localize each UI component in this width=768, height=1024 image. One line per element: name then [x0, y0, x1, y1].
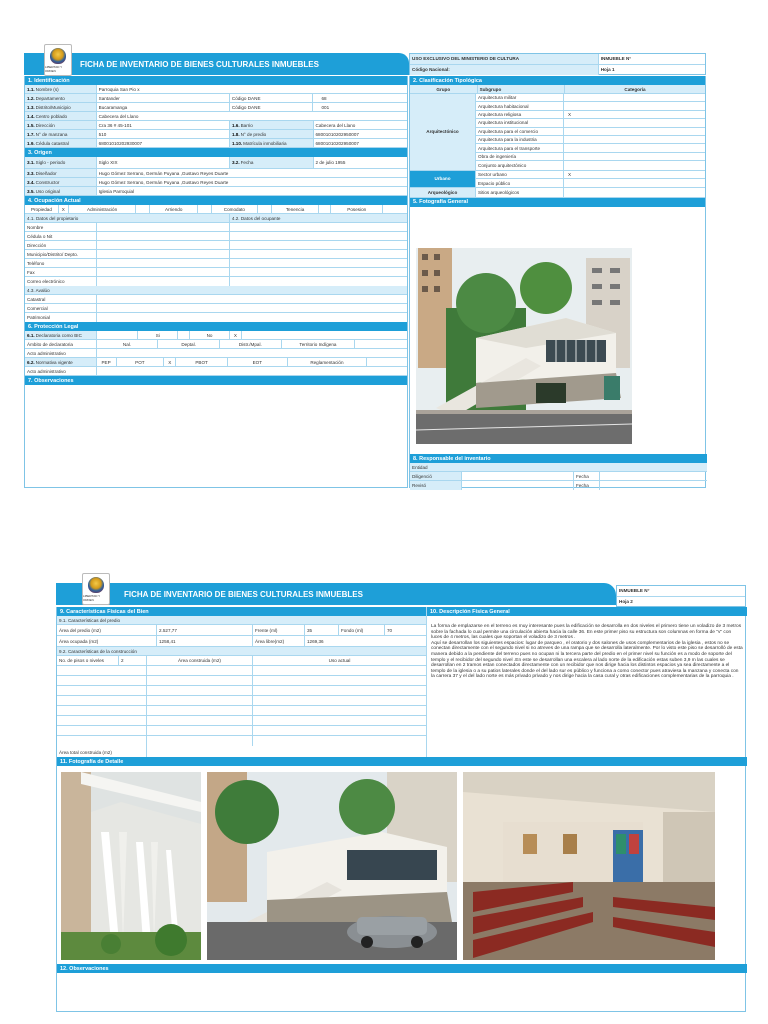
- pisos-cell: [57, 736, 147, 746]
- sheet2-form: 9. Características Físicas del Bien 9.1. Características del predio Área del predio (m2) 2.527,77 Frente (ml) 35 Fondo (ml) 70 Área ocupada (m2) 1258,41 Área libre(m2) 1269,36 9.2. Características de la construcción No. de pisos o niveles 2 Área construida (m2) Uso actual Área total construida (m2) 10. Descripción Física General La forma de emplazarse en el terreno es muy interesante pues la edificación se desarrolla en dos niveles el primero tiene un voladizo de 3 metros sobre la fachada lo cual permite una circulación abierta hacia la calle 36. En este primer piso su estructura son columnas en forma de "v" con luces de 4 metros, las cuales que soportan el voladizo de 3 metros . Aquí se desarrollan los siguientes espacios: lugar de parqueo , el oratorio y dos salones de usos complementarios de la iglesia , estos no se conectan directamente con el segundo nivel si no atreves de una rampa que se desarrolla lateralmente. Por lo visto este piso se desarrolló de esta manera debido a la pendiente del terreno pues no ocupan ni la tercera parte del predio en el primer nivel su función es a modo de soporte del templo y el recibidor del segundo nivel .En este se desarrollan una escalera al lado norte de la edificación estas suben 3,9 m las cuales se desarrollan en 2 tramos estan conectados directamente con un recibidor que nos dirige hacia los distintos espacios ya sea directamente a el templo de la iglesia o a su patios laterales donde el del lado sur es público y funciona a como conector pues atraviesa la manzana y conecta con la carrera 37 y el del lado norte es más privado privado y nos dirige hacia la casa cural y otras edificaciones complementarias de la parroquia . 11. Fotografía de Detalle 12. Observaciones: [56, 607, 746, 1012]
- normativa-row: [25, 358, 407, 367]
- ocupante-field-value: [230, 241, 407, 249]
- cedula-value: 68001010202930007: [97, 139, 230, 147]
- direccion-value: Cra 36 # 45-101: [97, 121, 230, 129]
- categoria-value: [564, 144, 705, 151]
- propietario-field-label: Dirección: [25, 241, 97, 249]
- area-construida-cell: [147, 676, 253, 685]
- ambito-row: [25, 340, 407, 349]
- sheet2-number: Hoja 2: [619, 599, 633, 605]
- national-code-label: Código Nacional:: [410, 65, 599, 76]
- pisos-cell: [57, 676, 147, 685]
- ocupante-field-value: [230, 232, 407, 240]
- subgrupo-item: Conjunto arquitectónico: [476, 161, 564, 169]
- sheet-1: [24, 40, 706, 490]
- sheet2-number-box: INMUEBLE N° Hoja 2: [616, 585, 746, 607]
- pisos-cell: [57, 716, 147, 725]
- grupo-arqueologico: Arqueológico: [410, 188, 476, 196]
- categoria-value: [564, 102, 705, 109]
- avaluo-field-value: [97, 313, 407, 322]
- general-photo: [416, 248, 632, 444]
- distrito-value: Bucaramanga: [97, 103, 230, 111]
- propietario-field-label: Cédula o Nit: [25, 232, 97, 240]
- avaluo-label: 4.3. Avalúo: [25, 286, 407, 294]
- uso-actual-cell: [253, 666, 426, 675]
- departamento-value: Santander: [97, 94, 230, 102]
- propietario-field-value: [97, 223, 230, 231]
- section-proteccion: 6. Protección Legal: [25, 322, 407, 331]
- ocupacion-checkbox: [136, 205, 150, 213]
- coat-of-arms-icon: LIBERTAD Y ORDEN: [82, 573, 110, 605]
- centro-poblado-value: Cabecera del Llano: [98, 113, 139, 119]
- sheet-2: [56, 570, 746, 1012]
- normativa-empty: [367, 358, 407, 366]
- detail-photo-columns: [61, 772, 201, 960]
- normativa-option: EOT: [228, 358, 288, 366]
- normativa-option: Reglamentación: [288, 358, 368, 366]
- area-construida-cell: [147, 696, 253, 705]
- categoria-value: [564, 161, 705, 169]
- subgrupo-item: Espacio público: [476, 179, 564, 187]
- section-observaciones: 7. Observaciones: [25, 376, 407, 385]
- predio-value: 68001010202950007: [315, 131, 359, 137]
- area-construida-cell: [147, 726, 253, 735]
- propietario-field-value: [97, 232, 230, 240]
- ocupante-label: 4.2. Datos del ocupante: [230, 214, 407, 222]
- area-construida-cell: [147, 736, 253, 746]
- uso-actual-cell: [253, 716, 426, 725]
- ambito-empty: [355, 340, 407, 348]
- subgrupo-item: Sector urbano: [476, 171, 564, 178]
- ocupacion-checkbox: [383, 205, 407, 213]
- propietario-label: 4.1. Datos del propietario: [25, 214, 230, 222]
- ambito-option: Deptal.: [158, 340, 220, 348]
- section-origen: 3. Origen: [25, 148, 407, 157]
- uso-actual-cell: [253, 676, 426, 685]
- siglo-value: Siglo XIX: [97, 157, 230, 168]
- area-ocupada-value: 1258,41: [157, 636, 253, 646]
- propietario-field-label: Correo electrónico: [25, 277, 97, 286]
- subgrupo-item: Arquitectura para la industria: [476, 136, 564, 143]
- section-ocupacion: 4. Ocupación Actual: [25, 196, 407, 205]
- ambito-option: Distr./Mpal.: [220, 340, 282, 348]
- normativa-option: PBOT: [176, 358, 228, 366]
- normativa-option: PEP: [97, 358, 117, 366]
- sheet1-title: FICHA DE INVENTARIO DE BIENES CULTURALES INMUEBLES: [80, 59, 319, 69]
- propietario-field-label: Municipio/Distrito/ Depto.: [25, 250, 97, 258]
- pisos-cell: [57, 666, 147, 675]
- subgrupo-item: Arquitectura religiosa: [476, 111, 564, 118]
- barrio-value: Cabecera del Llano: [315, 122, 356, 128]
- ocupacion-type: Posesion: [331, 205, 383, 213]
- coat-of-arms-icon: LIBERTAD Y ORDEN: [44, 44, 72, 76]
- subgrupo-item: Obra de ingeniería: [476, 153, 564, 160]
- subgrupo-item: Arquitectura para el comercio: [476, 128, 564, 135]
- section-observaciones-2: 12. Observaciones: [57, 964, 747, 973]
- ocupacion-type: Comodato: [212, 205, 258, 213]
- descripcion-text: La forma de emplazarse en el terreno es muy interesante pues la edificación se desarrolla en dos niveles el primero tiene un voladizo de 3 metros sobre la fachada lo cual permite una circulación abierta hacia la calle 36. En este primer piso su estructura son columnas en forma de "v" con luces de 4 metros, las cuales que soportan el voladizo de 3 metros . Aquí se desarrollan los siguientes espacios: lugar de parqueo , el oratorio y dos salones de usos complementarios de la iglesia , estos no se conectan directamente con el segundo nivel si no atreves de una rampa que se desarrolla lateralmente. Por lo visto este piso se desarrolló de esta manera debido a la pendiente del terreno pues no ocupan ni la tercera parte del predio en el primer nivel su función es a modo de soporte del templo y el recibidor del segundo nivel .En este se desarrollan una escalera al lado norte de la edificación estas suben 3,9 m las cuales se desarrollan en 2 tramos estan conectados directamente con un recibidor que nos dirige hacia los distintos espacios ya sea directamente a el templo de la iglesia o a su patios laterales donde el del lado sur es público y funciona a como conector pues atraviesa la manzana y conecta con la carrera 37 y el del lado norte es más privado privado y nos dirige hacia la casa cural y otras edificaciones complementarias de la parroquia .: [431, 624, 743, 680]
- ocupacion-type: X: [59, 205, 69, 213]
- categoria-value: [564, 153, 705, 160]
- ambito-option: Territorio Indígena: [282, 340, 356, 348]
- avaluo-field-value: [97, 304, 407, 312]
- uso-actual-cell: [253, 706, 426, 715]
- ocupacion-types-row: [25, 205, 407, 214]
- ocupacion-checkbox: [319, 205, 331, 213]
- sheet-number: Hoja 1: [600, 67, 615, 73]
- sheet2-title-bar: [56, 583, 616, 605]
- pisos-cell: [57, 696, 147, 705]
- section-caracteristicas: 9. Características Físicas del Bien: [57, 607, 426, 616]
- categoria-value: [564, 94, 705, 101]
- categoria-mark: X: [568, 171, 572, 177]
- ocupacion-checkbox: [258, 205, 272, 213]
- pot-mark: X: [164, 358, 176, 366]
- ambito-label: Ámbito de declaratoria: [25, 340, 97, 348]
- ocupacion-type: Tenencia: [272, 205, 320, 213]
- left-form: 1. Identificación 1.1. Nombre (s) Parroquia San Pio x 1.2. Departamento Santander Código DANE 68 1.3. Distrito/Municipio Bucaramanga Código DANE 001 1.4. Centro poblado Cabecera del Llano 1.5. Dirección Cra 36 # 45-101 1.6. Barrio Cabecera del Llano 1.7. N° de manzana 510 1.8. N° de predio 68001010202950007 1.9. Cédula catastral 68001010202930007 1.10. Matrícula inmobiliaria 68001010202950007 3. Origen 3.1. Siglo - periodo Siglo XIX 3.2. Fecha 2 de julio 1955 3.3. Diseñador Hugo Gómez Serrano, Germán Puyana ,Gustavo Reyes Duarte 3.4. Constructor Hugo Gómez Serrano, Germán Puyana ,Gustavo Reyes Duarte 3.5. Uso original Iglesia Parroquial 4. Ocupación Actual Propiedad X Administración Arriendo Comodato Tenencia Posesion 4.1. Datos del propietario 4.2. Datos del ocupante Nombre Cédula o Nit Dirección Municipio/Distrito/ Depto. Teléfono Fax Correo electrónico 4.3. Avalúo Catastral Comercial Patrimonial 6. Protección Legal 6.1. Declaratoria como BIC Si No X Ámbito de declaratoria Nal. Deptal. Distr./Mpal. Territorio Indígena Acto administrativo 6.2. Normativa vigente PEP POT X PBOT EOT Reglamentación Acto administrativo 7. Observaciones: [24, 76, 408, 488]
- sheet2-title: FICHA DE INVENTARIO DE BIENES CULTURALES INMUEBLES: [124, 589, 363, 599]
- section-clasificacion: 2. Clasificación Tipológica: [410, 76, 705, 85]
- disenador-value: Hugo Gómez Serrano, Germán Puyana ,Gustavo Reyes Duarte: [98, 170, 229, 176]
- detail-photo-facade: [207, 772, 457, 960]
- sheet1-title-bar: [24, 53, 409, 75]
- subgrupo-item: Sitios arqueológicos: [476, 188, 564, 196]
- matricula-value: 68001010202950007: [315, 140, 359, 146]
- section-identificacion: 1. Identificación: [25, 76, 407, 85]
- manzana-value: 510: [97, 130, 230, 138]
- ocupacion-type: Arriendo: [150, 205, 198, 213]
- categoria-value: [564, 179, 705, 187]
- fondo-value: 70: [387, 627, 393, 633]
- avaluo-field-value: [97, 295, 407, 303]
- ocupante-field-value: [230, 277, 407, 286]
- area-construida-cell: [147, 666, 253, 675]
- categoria-mark: X: [568, 111, 572, 117]
- ocupacion-checkbox: [198, 205, 212, 213]
- ocupacion-type: Administración: [69, 205, 137, 213]
- propietario-field-value: [97, 259, 230, 267]
- categoria-value: [564, 136, 705, 143]
- constructor-value: Hugo Gómez Serrano, Germán Puyana ,Gustavo Reyes Duarte: [98, 179, 229, 185]
- propietario-field-value: [97, 250, 230, 258]
- uso-original-value: Iglesia Parroquial: [98, 188, 135, 194]
- departamento-code: 68: [321, 95, 327, 101]
- subgrupo-item: Arquitectura habitacional: [476, 102, 564, 109]
- pisos-cell: [57, 686, 147, 695]
- avaluo-field-label: Patrimonial: [25, 313, 97, 322]
- categoria-value: [564, 119, 705, 126]
- subgrupo-item: Arquitectura institucional: [476, 119, 564, 126]
- right-form: 2. Clasificación Tipológica Grupo Subgrupo Categoría Arquitectónico Arquitectura militar Arquitectura habitacional Arquitectura religiosa X Arquitectura institucional Arquitectura para el comercio Arquitectura para la industria Arquitectura para el transporte Obra de ingeniería Conjunto arquitectónico Urbano Sector urbano X Espacio público Arqueológico Sitios arqueológicos 5. Fotografía General 8. Responsable del inventario Entidad Diligenció Fecha Revisó Fecha: [409, 76, 706, 488]
- ocupante-field-value: [230, 223, 407, 231]
- propietario-field-value: [97, 268, 230, 276]
- subgrupo-item: Arquitectura militar: [476, 94, 564, 101]
- section-foto-detalle: 11. Fotografía de Detalle: [57, 757, 747, 766]
- ocupante-field-value: [230, 250, 407, 258]
- exclusive-use-label: USO EXCLUSIVO DEL MINISTERIO DE CULTURA: [410, 54, 599, 64]
- inmueble-number-label: INMUEBLE N°: [600, 56, 632, 62]
- no-mark: X: [230, 331, 242, 339]
- pisos-cell: [57, 726, 147, 735]
- grupo-arquitectonico: Arquitectónico: [410, 94, 476, 170]
- propietario-field-label: Teléfono: [25, 259, 97, 267]
- ocupacion-type: Propiedad: [25, 205, 59, 213]
- uso-actual-cell: [253, 686, 426, 695]
- uso-actual-cell: [253, 696, 426, 705]
- categoria-value: [564, 128, 705, 135]
- fecha-value: 2 de julio 1955: [315, 160, 346, 165]
- distrito-code: 001: [321, 104, 330, 110]
- propietario-field-label: Nombre: [25, 223, 97, 231]
- categoria-value: [564, 188, 705, 196]
- grupo-urbano: Urbano: [410, 171, 476, 188]
- detail-photo-interior: [463, 772, 715, 960]
- avaluo-field-label: Comercial: [25, 304, 97, 312]
- area-construida-cell: [147, 716, 253, 725]
- area-construida-cell: [147, 706, 253, 715]
- section-foto-general: 5. Fotografía General: [410, 198, 705, 207]
- normativa-label: 6.2. Normativa vigente: [25, 358, 97, 366]
- pisos-cell: [57, 706, 147, 715]
- ocupante-field-value: [230, 259, 407, 267]
- ocupante-field-value: [230, 268, 407, 276]
- subgrupo-item: Arquitectura para el transporte: [476, 144, 564, 151]
- section-descripcion: 10. Descripción Física General: [427, 607, 747, 616]
- pisos-value: 2: [119, 656, 147, 665]
- section-responsable: 8. Responsable del inventario: [410, 454, 707, 463]
- nombre-value: Parroquia San Pio x: [98, 86, 140, 92]
- propietario-field-label: Fax: [25, 268, 97, 276]
- propietario-field-value: [97, 241, 230, 249]
- area-libre-value: 1269,36: [307, 638, 324, 644]
- normativa-option: POT: [117, 358, 165, 366]
- uso-actual-cell: [253, 726, 426, 735]
- ministry-box: [409, 53, 706, 75]
- propietario-field-value: [97, 277, 230, 286]
- area-predio-value: 2.527,77: [157, 625, 253, 635]
- frente-value: 35: [305, 625, 339, 635]
- uso-actual-cell: [253, 736, 426, 746]
- ambito-option: Nal.: [97, 340, 159, 348]
- area-construida-cell: [147, 686, 253, 695]
- avaluo-field-label: Catastral: [25, 295, 97, 303]
